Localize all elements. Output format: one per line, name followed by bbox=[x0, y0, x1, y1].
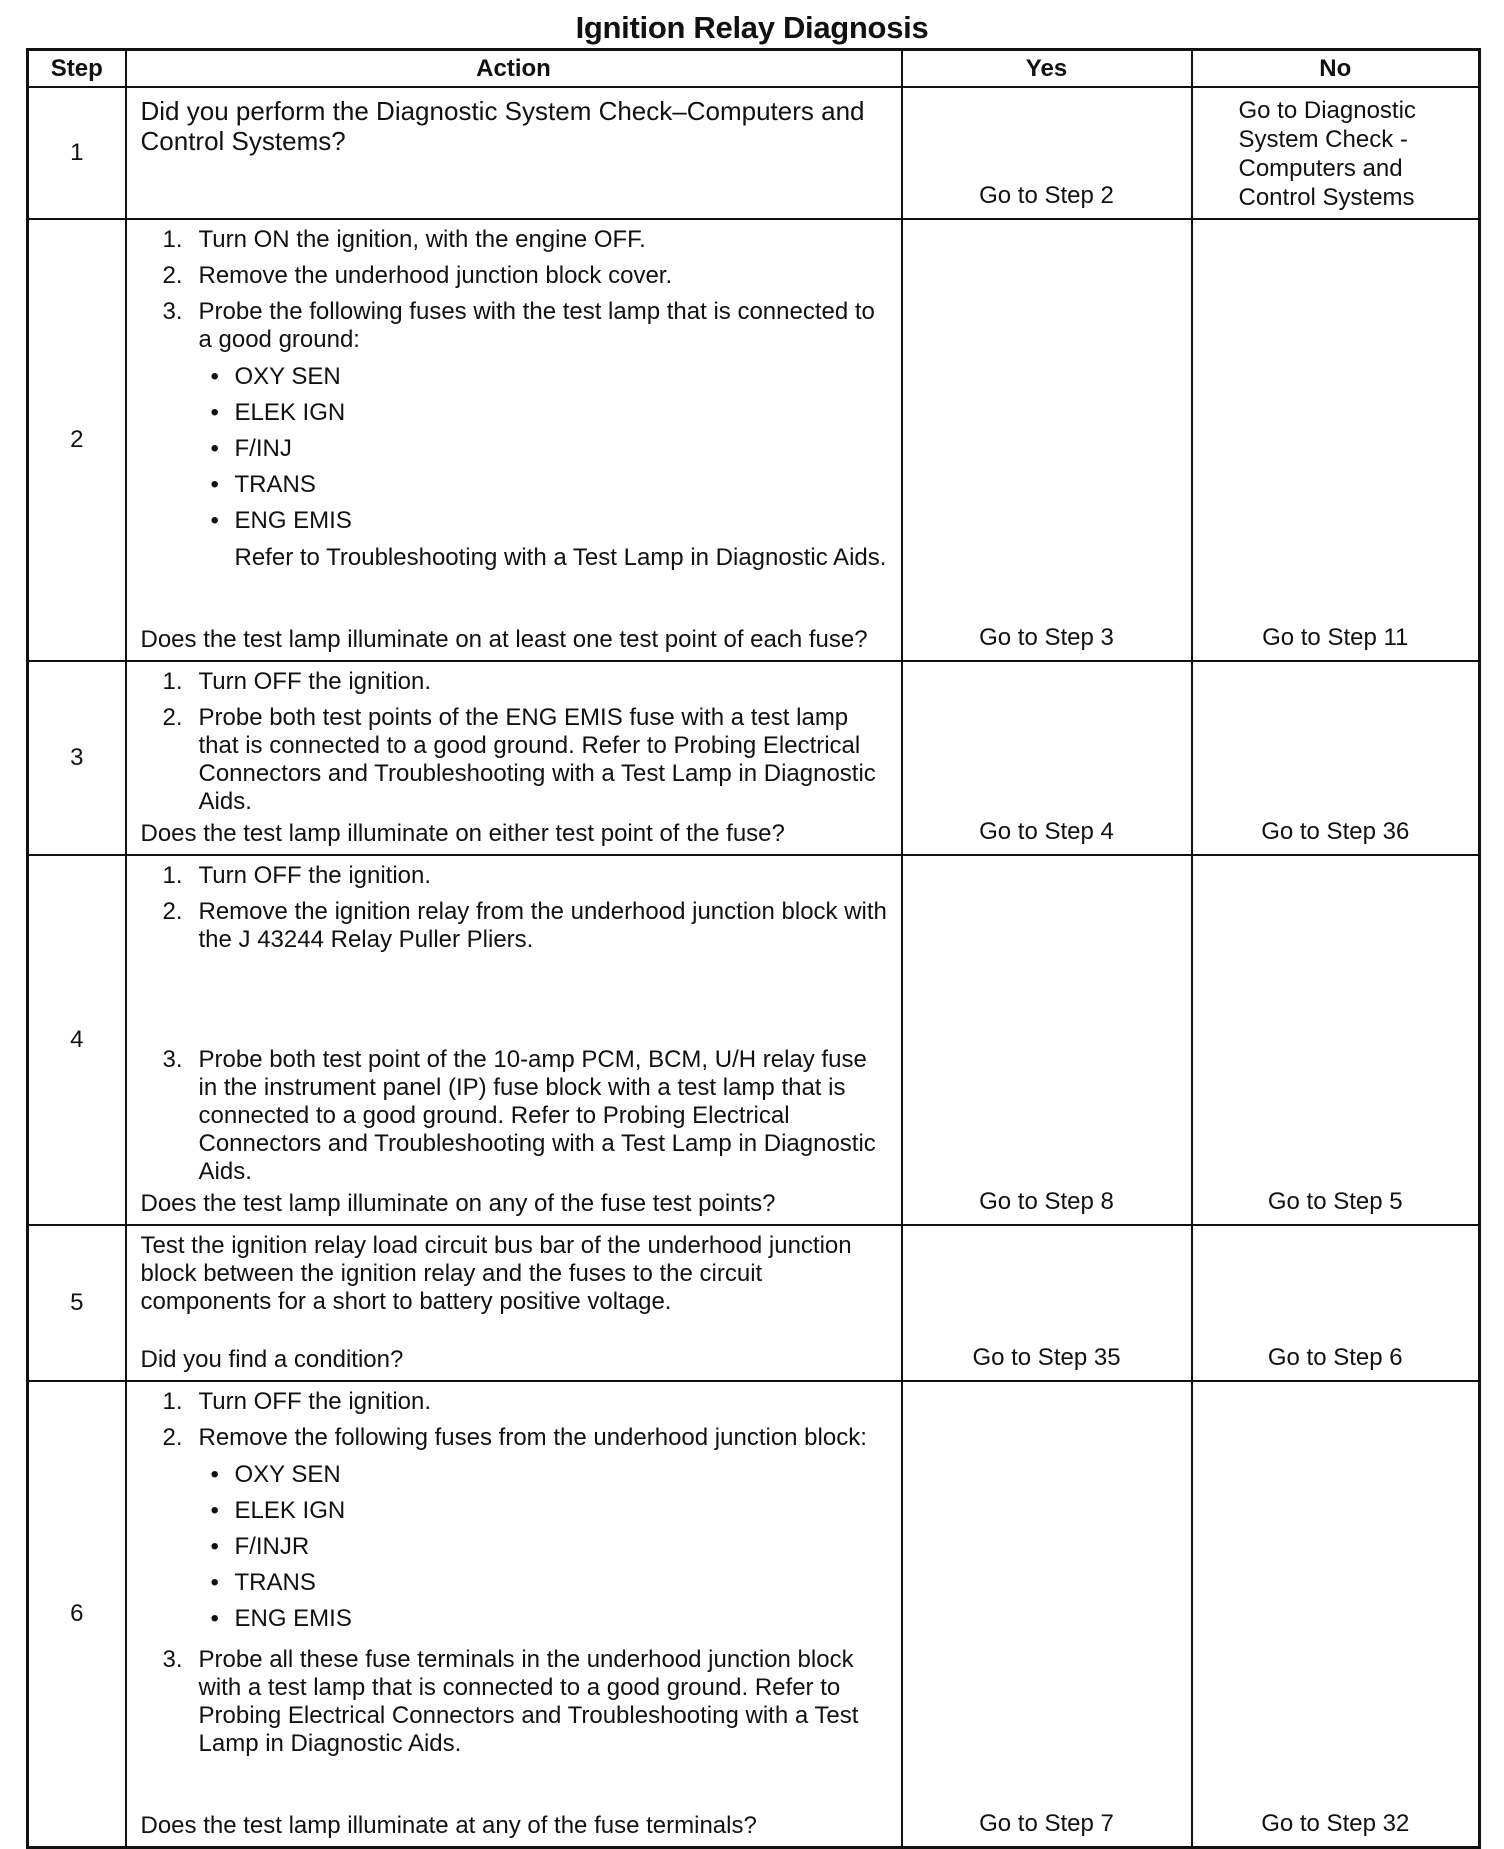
step-number: 4 bbox=[28, 855, 126, 1225]
question-text: Does the test lamp illuminate on at least one test point of each fuse? bbox=[140, 626, 868, 653]
fuse-item: • ENG EMIS bbox=[210, 507, 352, 534]
instruction-item: 2. Remove the ignition relay from the underhood junction block with the J 43244 Relay Puller Pliers. bbox=[162, 898, 887, 953]
no-cell: Go to Step 11 bbox=[1192, 219, 1480, 661]
instruction-item: 3. Probe all these fuse terminals in the underhood junction block with a test lamp that is connected to a good ground. Refer to Probing Electrical Connectors and Troubleshooting with a Test Lamp in Diagnostic Aids. bbox=[162, 1646, 859, 1757]
no-cell: Go to Step 36 bbox=[1192, 661, 1480, 855]
header-no: No bbox=[1192, 50, 1480, 88]
question-text: Does the test lamp illuminate at any of the fuse terminals? bbox=[140, 1811, 757, 1839]
question-text: Did you find a condition? bbox=[140, 1346, 404, 1373]
fuse-item: • F/INJR bbox=[210, 1533, 310, 1560]
table-row bbox=[28, 87, 1480, 219]
header-action: Action bbox=[126, 50, 902, 88]
no-cell: Go to Diagnostic System Check - Computers and Control Systems bbox=[1192, 87, 1480, 219]
action-text: Did you perform the Diagnostic System Check–Computers and Control Systems? bbox=[140, 96, 865, 156]
instruction-item: 2. Remove the underhood junction block cover. bbox=[162, 262, 673, 289]
instruction-item: 1. Turn ON the ignition, with the engine OFF. bbox=[162, 226, 646, 253]
action-cell bbox=[126, 87, 902, 219]
no-cell: Go to Step 32 bbox=[1192, 1381, 1480, 1847]
step-number: 5 bbox=[28, 1225, 126, 1381]
action-cell bbox=[126, 661, 902, 855]
action-text: Test the ignition relay load circuit bus bar of the underhood junction block between the ignition relay and the fuses to the circuit components for a short to battery positive voltage. bbox=[140, 1232, 852, 1315]
refer-note: Refer to Troubleshooting with a Test Lamp in Diagnostic Aids. bbox=[234, 544, 887, 571]
instruction-list bbox=[141, 226, 891, 572]
fuse-item: • OXY SEN bbox=[210, 363, 341, 390]
instruction-item: 1. Turn OFF the ignition. bbox=[162, 668, 432, 695]
fuse-list bbox=[199, 360, 891, 540]
action-cell bbox=[126, 855, 902, 1225]
yes-cell: Go to Step 3 bbox=[902, 219, 1192, 661]
step-number: 2 bbox=[28, 219, 126, 661]
fuse-item: • TRANS bbox=[210, 1569, 316, 1596]
step-number: 6 bbox=[28, 1381, 126, 1847]
header-row bbox=[28, 50, 1480, 88]
step-number: 1 bbox=[28, 87, 126, 219]
question-text: Does the test lamp illuminate on any of the fuse test points? bbox=[140, 1190, 776, 1217]
page-title: Ignition Relay Diagnosis bbox=[575, 10, 929, 45]
yes-cell: Go to Step 2 bbox=[902, 87, 1192, 219]
yes-cell: Go to Step 7 bbox=[902, 1381, 1192, 1847]
table-row bbox=[28, 219, 1480, 661]
yes-cell: Go to Step 4 bbox=[902, 661, 1192, 855]
no-cell: Go to Step 5 bbox=[1192, 855, 1480, 1225]
instruction-item: 2. Remove the following fuses from the underhood junction block: • OXY SEN • ELEK IGN • F/INJR • TRANS • ENG EMIS bbox=[141, 1424, 891, 1638]
fuse-item: • ELEK IGN bbox=[210, 399, 346, 426]
instruction-list bbox=[141, 1388, 891, 1758]
action-cell bbox=[126, 219, 902, 661]
step-number: 3 bbox=[28, 661, 126, 855]
yes-cell: Go to Step 35 bbox=[902, 1225, 1192, 1381]
fuse-list bbox=[199, 1458, 891, 1638]
table-row bbox=[28, 855, 1480, 1225]
fuse-item: • ENG EMIS bbox=[210, 1605, 352, 1632]
table-row bbox=[28, 661, 1480, 855]
instruction-list bbox=[141, 668, 891, 816]
table-row bbox=[28, 1381, 1480, 1847]
fuse-item: • ELEK IGN bbox=[210, 1497, 346, 1524]
header-yes: Yes bbox=[902, 50, 1192, 88]
yes-cell: Go to Step 8 bbox=[902, 855, 1192, 1225]
action-cell bbox=[126, 1381, 902, 1847]
instruction-item: 3. Probe both test point of the 10-amp PCM, BCM, U/H relay fuse in the instrument panel (IP) fuse block with a test lamp that is connected to a good ground. Refer to Probing Electrical Connectors and Troubleshooting with a Test Lamp in Diagnostic Aids. bbox=[162, 1046, 876, 1185]
instruction-list bbox=[141, 862, 891, 1186]
action-cell bbox=[126, 1225, 902, 1381]
question-text: Does the test lamp illuminate on either test point of the fuse? bbox=[140, 820, 785, 847]
fuse-item: • F/INJ bbox=[210, 435, 292, 462]
instruction-item: 2. Probe both test points of the ENG EMIS fuse with a test lamp that is connected to a good ground. Refer to Probing Electrical Connectors and Troubleshooting with a Test Lamp in Diagnostic Aids. bbox=[162, 704, 876, 815]
table-row bbox=[28, 1225, 1480, 1381]
header-step: Step bbox=[28, 50, 126, 88]
instruction-item: 1. Turn OFF the ignition. bbox=[162, 1388, 432, 1415]
fuse-item: • TRANS bbox=[210, 471, 316, 498]
instruction-item: 3. Probe the following fuses with the test lamp that is connected to a good ground: • OXY SEN • ELEK IGN • F/INJ • TRANS • ENG EMIS Refer to Troubleshooting with a Test Lamp in Diagnostic Aids. bbox=[141, 298, 891, 572]
fuse-item: • OXY SEN bbox=[210, 1461, 341, 1488]
diagnosis-table bbox=[26, 48, 1481, 1849]
instruction-item: 1. Turn OFF the ignition. bbox=[162, 862, 432, 889]
no-cell: Go to Step 6 bbox=[1192, 1225, 1480, 1381]
